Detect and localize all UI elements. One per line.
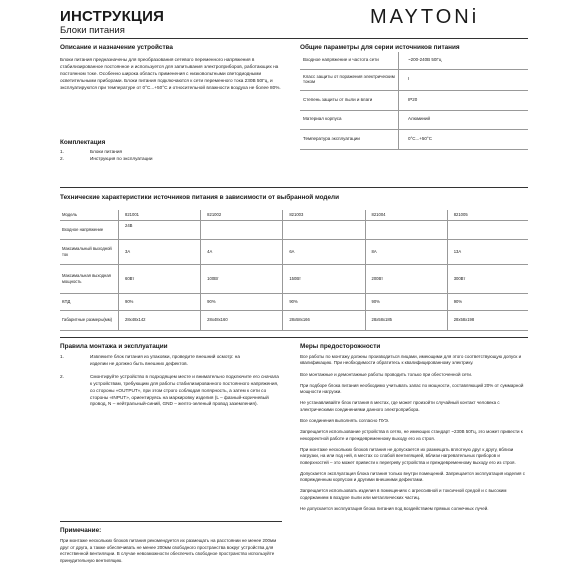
spec-cell: 28х58х166 <box>283 310 365 330</box>
section-divider <box>60 337 528 338</box>
kit-item-text: Блоки питания <box>90 149 122 154</box>
table-row <box>300 69 528 90</box>
spec-cell: 821004 <box>365 210 447 220</box>
param-label: Материал корпуса <box>300 110 399 129</box>
safety-paragraph: Все работы по монтажу должны производиться лицами, имеющими для этого соответствующую допуск и квалификацию. При необходимости обратитесь к квалифицированному электрику. <box>300 354 522 366</box>
general-heading: Общие параметры для серии источников питания <box>300 44 460 51</box>
param-value: Алюминий <box>399 110 529 129</box>
kit-item-text: Инструкция по эксплуатации <box>90 155 153 161</box>
param-label: Входное напряжение и частота сети <box>300 52 399 69</box>
spec-cell: 90% <box>119 293 201 310</box>
spec-cell: 8A <box>365 239 447 264</box>
general-params-table <box>300 52 528 150</box>
mounting-list <box>60 354 282 408</box>
table-row <box>60 293 528 310</box>
spec-cell: 28х48х160 <box>201 310 283 330</box>
header-divider <box>60 38 528 39</box>
spec-cell: 28х48х142 <box>119 310 201 330</box>
safety-paragraph: При монтаже нескольких блоков питания не допускается их размещать вплотную друг к другу, вблизи нагрузки, на или под ней, в местах со слабой вентиляцией, вблизи нагревательных приборов и поверхностей – это может привести к перегреву устройства и преждевременному выходу его из строя. <box>300 446 516 465</box>
param-label: Степень защиты от пыли и влаги <box>300 90 399 110</box>
note-text: При монтаже нескольких блоков питания рекомендуется их размещать на расстоянии не менее 200мм друг от друга, а также обеспечивать не менее 200мм свободного пространства вокруг устройства для естественной вентиляции. В случае невозможности обеспечить свободное пространство используйте принудительную вентиляцию. <box>60 538 277 563</box>
kit-list <box>60 149 282 163</box>
safety-paragraph: Допускается эксплуатация блока питания только внутри помещений. Запрещается эксплуатация изделия с поврежденным корпусом и другими внешними дефектами. <box>300 470 525 483</box>
kit-item-number: 2. <box>60 155 64 161</box>
spec-cell: 200Вт <box>365 264 447 293</box>
spec-cell: 13A <box>447 239 528 264</box>
safety-paragraph: При подборе блока питания необходимо учитывать запас по мощности, составляющий 20% от суммарной мощности нагрузки. <box>300 382 524 395</box>
mounting-item-number: 1. <box>60 354 64 359</box>
table-row <box>60 310 528 330</box>
mounting-item-text: Смонтируйте устройство в подходящем месте и внимательно подключите его сначала к устройствам, требующим для работы стабилизированного постоянного напряжения, со стороны «OUTPUT», при этом строго соблюдая полярность, а затем к сети со стороны «INPUT», ориентируясь на маркировку изделия (L – фазный-коричневый провод, N – нейтральный-синий, GND – желто-зеленый провод заземления). <box>90 373 279 407</box>
safety-paragraph: Запрещается использовать изделия в помещениях с агрессивной и токсичной средой и с высоким содержанием в воздухе пыли или металлических частиц. <box>300 488 507 500</box>
param-label: Температура эксплуатации <box>300 129 399 149</box>
param-label: Класс защиты от поражения электрическим током <box>300 69 399 90</box>
list-item <box>60 354 282 368</box>
spec-cell: 821003 <box>283 210 365 220</box>
spec-cell: 90% <box>201 293 283 310</box>
safety-paragraph: Не допускается эксплуатация блока питания под воздействием прямых солнечных лучей. <box>300 506 489 512</box>
safety-paragraph: Запрещается использование устройства в сетях, не имеющих стандарт ~230В 50Гц, это может привести к некорректной работе и преждевременному выходу его из строя. <box>300 429 523 441</box>
page-subtitle: Блоки питания <box>60 25 125 36</box>
spec-cell: 60Вт <box>119 264 201 293</box>
spec-cell <box>283 220 365 239</box>
spec-label: Габаритные размеры(мм) <box>60 310 119 330</box>
spec-cell: 821002 <box>201 210 283 220</box>
spec-cell: 100Вт <box>201 264 283 293</box>
safety-paragraph: Все соединения выполнять согласно ПУЭ. <box>300 418 390 424</box>
description-heading: Описание и назначение устройства <box>60 44 173 51</box>
spec-label: Максимальный выходной ток <box>60 239 119 264</box>
spec-cell: 90% <box>447 293 528 310</box>
table-row <box>60 210 528 220</box>
specs-heading: Технические характеристики источников питания в зависимости от выбранной модели <box>60 194 340 201</box>
spec-cell: 6A <box>283 239 365 264</box>
note-heading: Примечание: <box>60 527 102 534</box>
spec-cell: 821001 <box>119 210 201 220</box>
kit-heading: Комплектация <box>60 139 106 146</box>
spec-cell: 3A <box>119 239 201 264</box>
list-item <box>60 156 282 163</box>
table-row <box>60 239 528 264</box>
spec-cell: 28х58х198 <box>447 310 528 330</box>
list-item <box>60 149 282 156</box>
spec-cell <box>447 220 528 239</box>
mounting-heading: Правила монтажа и эксплуатации <box>60 343 168 350</box>
table-row <box>60 264 528 293</box>
safety-paragraph: Все монтажные и демонтажные работы проводить только при обесточенной сети. <box>300 371 473 377</box>
table-row <box>300 129 528 149</box>
spec-label: Максимальная выходная мощность <box>60 264 119 293</box>
kit-item-number: 1. <box>60 149 64 154</box>
table-row <box>300 110 528 129</box>
param-value: I <box>399 69 529 90</box>
spec-cell: 28х58х185 <box>365 310 447 330</box>
param-value: ~200-240В 50Гц <box>399 52 529 69</box>
table-row <box>60 220 528 239</box>
param-value: IP20 <box>399 90 529 110</box>
section-divider <box>60 187 528 188</box>
spec-label: Входное напряжение <box>60 220 119 239</box>
spec-cell: 24В <box>119 220 201 239</box>
mounting-item-number: 2. <box>60 373 64 379</box>
table-row <box>300 52 528 69</box>
mounting-item-text: Извлеките блок питания из упаковки, проведите внешний осмотр: на изделии не должно быть внешних дефектов. <box>90 354 240 366</box>
page-title: ИНСТРУКЦИЯ <box>60 8 165 25</box>
param-value: 0°C...+50°C <box>399 129 529 149</box>
spec-cell: 821005 <box>447 210 528 220</box>
spec-cell <box>201 220 283 239</box>
table-row <box>300 90 528 110</box>
safety-list <box>300 354 528 512</box>
spec-label: КПД <box>60 293 119 310</box>
note-divider <box>60 521 282 522</box>
description-text: Блоки питания предназначены для преобразования сетевого переменного напряжения в стабилизированное постоянное и используется для запитывания электроприборов, работающих на постоянном токе. Особенно широка область применения с низковольтными светодиодными осветительными приборами. Блоки питания подключаются к сети переменного тока 230В 50Гц, и эксплуатируются при температуре от 0°C...+50°C и относительной влажности воздуха не более 80%. <box>60 57 281 90</box>
safety-heading: Меры предосторожности <box>300 343 381 350</box>
spec-cell: 90% <box>365 293 447 310</box>
spec-cell: 150Вт <box>283 264 365 293</box>
specs-table <box>60 210 528 331</box>
spec-cell: 300Вт <box>447 264 528 293</box>
list-item <box>60 374 282 409</box>
spec-cell <box>365 220 447 239</box>
spec-label: Модель <box>60 210 119 220</box>
safety-paragraph: Не устанавливайте блок питания в местах, где может произойти случайный контакт человека с электрическими соединениями данного электроприбора. <box>300 400 500 412</box>
spec-cell: 4A <box>201 239 283 264</box>
brand-logo: MAYTONi <box>370 6 480 28</box>
spec-cell: 90% <box>283 293 365 310</box>
